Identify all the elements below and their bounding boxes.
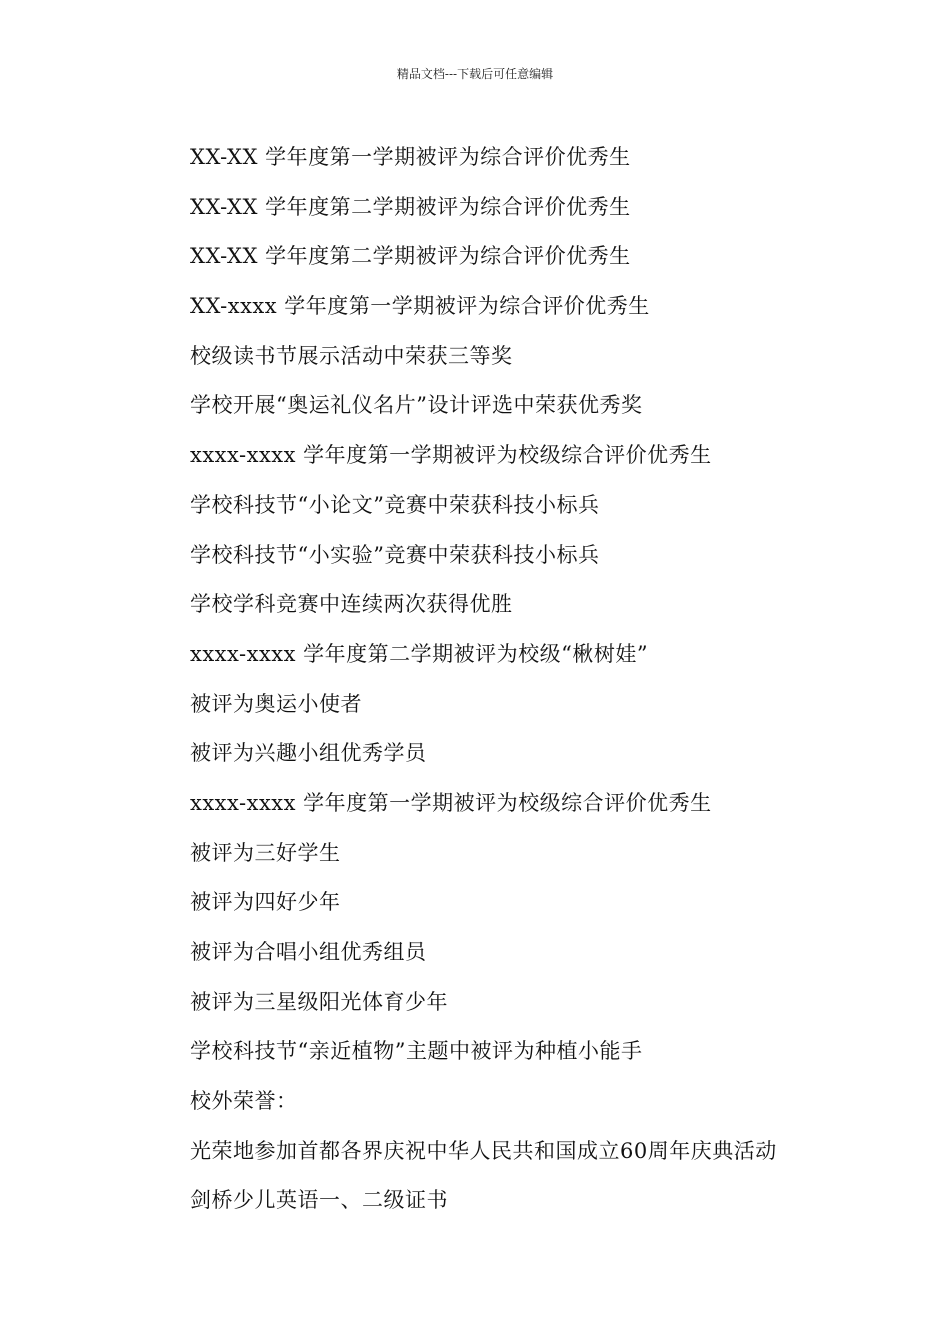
text-line: xxxx-xxxx 学年度第一学期被评为校级综合评价优秀生 bbox=[190, 790, 712, 815]
text-line: XX-XX 学年度第二学期被评为综合评价优秀生 bbox=[190, 244, 631, 269]
section-heading: 校外荣誉： bbox=[190, 1089, 298, 1114]
text-line: 学校开展“奥运礼仪名片”设计评选中荣获优秀奖 bbox=[190, 393, 643, 418]
text-line: XX-XX 学年度第一学期被评为综合评价优秀生 bbox=[190, 145, 631, 169]
document-body bbox=[190, 133, 890, 1226]
text-line: 学校学科竞赛中连续两次获得优胜 bbox=[190, 592, 513, 617]
text-line: XX-xxxx 学年度第一学期被评为综合评价优秀生 bbox=[190, 294, 650, 319]
text-line: 学校科技节“小实验”竞赛中荣获科技小标兵 bbox=[190, 542, 600, 567]
text-line: 学校科技节“小论文”竞赛中荣获科技小标兵 bbox=[190, 492, 600, 517]
text-line: xxxx-xxxx 学年度第一学期被评为校级综合评价优秀生 bbox=[190, 443, 712, 468]
text-line: 剑桥少儿英语一、二级证书 bbox=[190, 1188, 448, 1213]
text-line: 被评为四好少年 bbox=[190, 890, 341, 915]
text-line: XX-XX 学年度第二学期被评为综合评价优秀生 bbox=[190, 194, 631, 219]
text-line: 被评为三星级阳光体育少年 bbox=[190, 989, 448, 1014]
text-line: 光荣地参加首都各界庆祝中华人民共和国成立60周年庆典活动 bbox=[190, 1138, 777, 1163]
text-line: 被评为奥运小使者 bbox=[190, 691, 362, 716]
text-line: 被评为兴趣小组优秀学员 bbox=[190, 741, 427, 766]
text-line: 被评为三好学生 bbox=[190, 840, 341, 865]
text-line: 学校科技节“亲近植物”主题中被评为种植小能手 bbox=[190, 1039, 643, 1064]
text-line: xxxx-xxxx 学年度第二学期被评为校级“楸树娃” bbox=[190, 641, 649, 666]
text-line: 被评为合唱小组优秀组员 bbox=[190, 940, 427, 964]
page-header: 精品文档---下载后可任意编辑 bbox=[396, 67, 554, 81]
text-line: 校级读书节展示活动中荣获三等奖 bbox=[190, 343, 513, 368]
